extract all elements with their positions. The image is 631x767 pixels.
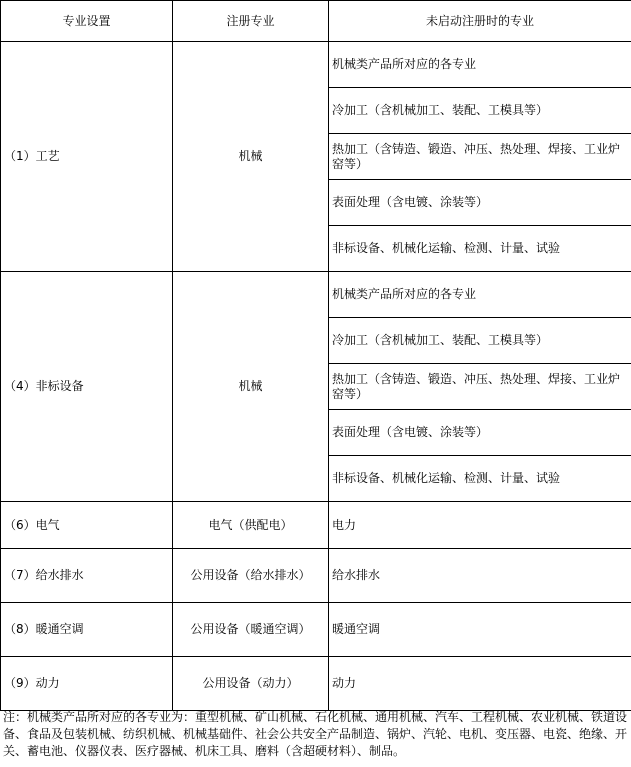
registered-specialty-cell: 公用设备（给水排水）	[173, 549, 329, 603]
specialty-setting-cell: （9）动力	[1, 657, 173, 711]
registered-specialty-cell: 公用设备（暖通空调）	[173, 603, 329, 657]
registered-specialty-cell: 机械	[173, 42, 329, 272]
specialty-setting-cell: （7）给水排水	[1, 549, 173, 603]
header-unregistered-specialty: 未启动注册时的专业	[329, 1, 631, 42]
table-row	[1, 42, 631, 88]
footnote: 注：机械类产品所对应的各专业为：重型机械、矿山机械、石化机械、通用机械、汽车、工程机械、农业机械、铁道设备、食品及包装机械、纺织机械、机械基础件、社会公共安全产品制造、锅炉、汽轮、电机、变压器、电瓷、绝缘、开关、蓄电池、仪器仪表、医疗器械、机床工具、磨料（含超硬材料）、制品。	[3, 710, 628, 758]
major-cell: 给水排水	[329, 549, 631, 603]
header-specialty-setting: 专业设置	[1, 1, 173, 42]
major-cell: 机械类产品所对应的各专业	[329, 272, 631, 318]
specialty-setting-cell: （6）电气	[1, 502, 173, 549]
major-cell: 动力	[329, 657, 631, 711]
specialty-setting-cell: （8）暖通空调	[1, 603, 173, 657]
major-cell: 电力	[329, 502, 631, 549]
major-cell: 表面处理（含电镀、涂装等）	[329, 410, 631, 456]
header-row	[1, 1, 631, 42]
registered-specialty-cell: 机械	[173, 272, 329, 502]
registered-specialty-cell: 公用设备（动力）	[173, 657, 329, 711]
major-cell: 冷加工（含机械加工、装配、工模具等）	[329, 318, 631, 364]
major-cell: 非标设备、机械化运输、检测、计量、试验	[329, 456, 631, 502]
major-cell: 热加工（含铸造、锻造、冲压、热处理、焊接、工业炉窑等）	[329, 134, 631, 180]
major-cell: 热加工（含铸造、锻造、冲压、热处理、焊接、工业炉窑等）	[329, 364, 631, 410]
table-row	[1, 549, 631, 603]
table-row	[1, 272, 631, 318]
specialty-setting-cell: （1）工艺	[1, 42, 173, 272]
major-cell: 表面处理（含电镀、涂装等）	[329, 180, 631, 226]
major-cell: 非标设备、机械化运输、检测、计量、试验	[329, 226, 631, 272]
table-row	[1, 603, 631, 657]
registered-specialty-cell: 电气（供配电）	[173, 502, 329, 549]
header-registered-specialty: 注册专业	[173, 1, 329, 42]
major-cell: 暖通空调	[329, 603, 631, 657]
specialty-setting-cell: （4）非标设备	[1, 272, 173, 502]
table-row	[1, 502, 631, 549]
major-cell: 机械类产品所对应的各专业	[329, 42, 631, 88]
major-cell: 冷加工（含机械加工、装配、工模具等）	[329, 88, 631, 134]
table-row	[1, 657, 631, 711]
